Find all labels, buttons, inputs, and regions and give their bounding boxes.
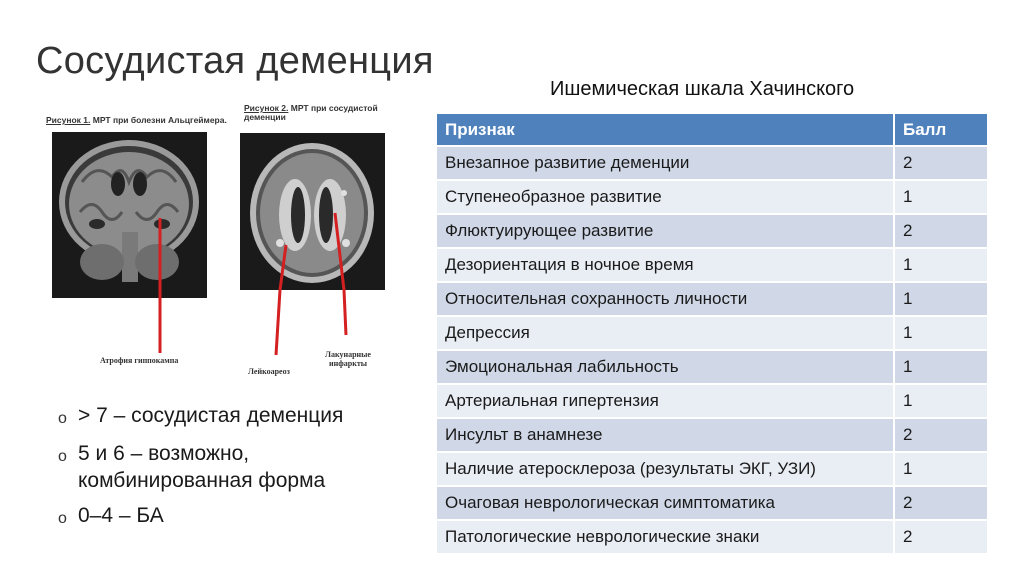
table-row bbox=[436, 248, 988, 282]
column-header-feature: Признак bbox=[436, 113, 894, 146]
table-row bbox=[436, 350, 988, 384]
table-row bbox=[436, 520, 988, 554]
score-cell: 1 bbox=[894, 248, 988, 282]
table-header-row bbox=[436, 113, 988, 146]
arrow-lacunar-infarcts bbox=[336, 290, 356, 340]
feature-cell: Флюктуирующее развитие bbox=[436, 214, 894, 248]
annotation-leukoaraiosis: Лейкоареоз bbox=[248, 367, 290, 376]
feature-cell: Дезориентация в ночное время bbox=[436, 248, 894, 282]
list-item-text: > 7 – сосудистая деменция bbox=[78, 404, 344, 427]
table-row bbox=[436, 282, 988, 316]
score-cell: 1 bbox=[894, 384, 988, 418]
feature-cell: Эмоциональная лабильность bbox=[436, 350, 894, 384]
feature-cell: Относительная сохранность личности bbox=[436, 282, 894, 316]
feature-cell: Очаговая неврологическая симптоматика bbox=[436, 486, 894, 520]
slide-title: Сосудистая деменция bbox=[36, 40, 434, 82]
feature-cell: Артериальная гипертензия bbox=[436, 384, 894, 418]
table-row bbox=[436, 452, 988, 486]
arrow-leukoaraiosis bbox=[272, 290, 292, 360]
feature-cell: Инсульт в анамнезе bbox=[436, 418, 894, 452]
annotation-lacunar-infarcts: Лакунарные инфаркты bbox=[325, 350, 371, 368]
score-cell: 1 bbox=[894, 452, 988, 486]
bullet-marker: o bbox=[58, 510, 67, 527]
feature-cell: Патологические неврологические знаки bbox=[436, 520, 894, 554]
score-cell: 2 bbox=[894, 214, 988, 248]
score-interpretation-list bbox=[58, 402, 398, 540]
table-row bbox=[436, 418, 988, 452]
column-header-score: Балл bbox=[894, 113, 988, 146]
score-cell: 2 bbox=[894, 520, 988, 554]
table-row bbox=[436, 384, 988, 418]
bullet-marker: o bbox=[58, 448, 67, 465]
feature-cell: Депрессия bbox=[436, 316, 894, 350]
figure-1-caption bbox=[46, 116, 227, 125]
mri-image-alzheimer bbox=[52, 132, 207, 298]
table-row bbox=[436, 180, 988, 214]
list-item bbox=[58, 502, 398, 532]
table-row bbox=[436, 214, 988, 248]
table-row bbox=[436, 486, 988, 520]
table-row bbox=[436, 316, 988, 350]
score-cell: 1 bbox=[894, 350, 988, 384]
annotation-hippocampal-atrophy: Атрофия гиппокампа bbox=[100, 356, 179, 365]
feature-cell: Внезапное развитие деменции bbox=[436, 146, 894, 180]
figure-2-caption bbox=[244, 104, 394, 122]
arrow-hippocampus bbox=[150, 298, 170, 358]
feature-cell: Наличие атеросклероза (результаты ЭКГ, УЗИ) bbox=[436, 452, 894, 486]
score-cell: 1 bbox=[894, 282, 988, 316]
figure-2-caption-label: Рисунок 2. bbox=[244, 103, 289, 113]
score-cell: 2 bbox=[894, 146, 988, 180]
score-cell: 2 bbox=[894, 486, 988, 520]
list-item bbox=[58, 440, 398, 494]
mri-image-vascular-dementia bbox=[240, 133, 385, 290]
list-item-text: 0–4 – БА bbox=[78, 504, 164, 527]
figure-1-caption-label: Рисунок 1. bbox=[46, 115, 91, 125]
bullet-marker: o bbox=[58, 410, 67, 427]
list-item bbox=[58, 402, 398, 432]
hachinski-scale-table bbox=[435, 112, 989, 555]
list-item-text: 5 и 6 – возможно, комбинированная форма bbox=[78, 442, 326, 492]
figure-1-caption-text: МРТ при болезни Альцгеймера. bbox=[90, 115, 227, 125]
figure-2-caption-text: МРТ при сосудистой деменции bbox=[244, 103, 378, 122]
score-cell: 2 bbox=[894, 418, 988, 452]
table-row bbox=[436, 146, 988, 180]
score-cell: 1 bbox=[894, 180, 988, 214]
table-caption: Ишемическая шкала Хачинского bbox=[550, 78, 855, 100]
score-cell: 1 bbox=[894, 316, 988, 350]
feature-cell: Ступенеобразное развитие bbox=[436, 180, 894, 214]
